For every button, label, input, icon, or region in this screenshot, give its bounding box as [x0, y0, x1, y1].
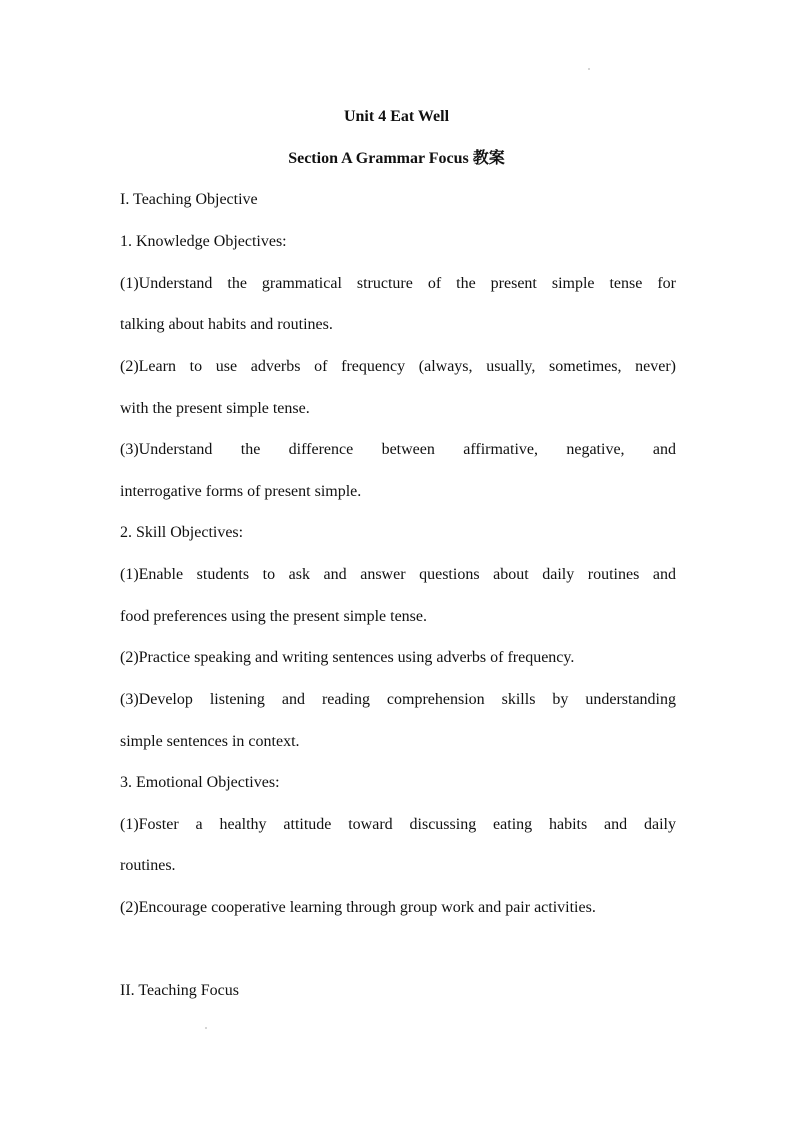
paragraph-line: routines.	[120, 857, 176, 874]
paragraph-line: food preferences using the present simple tense.	[120, 608, 428, 625]
document-title: Unit 4 Eat Well	[343, 108, 450, 125]
paragraph-line: (3)Develop listening and reading comprehension skills by understanding	[120, 691, 676, 708]
paragraph-line: (2)Encourage cooperative learning through group work and pair activities.	[120, 899, 596, 916]
paragraph-line: simple sentences in context.	[120, 733, 300, 750]
paragraph-line: (1)Foster a healthy attitude toward discussing eating habits and daily	[120, 816, 676, 833]
heading-teaching-objective: I. Teaching Objective	[120, 191, 258, 208]
paragraph-line: (2)Practice speaking and writing sentences using adverbs of frequency.	[120, 649, 575, 666]
speck-top	[588, 68, 590, 70]
heading-teaching-focus: II. Teaching Focus	[120, 982, 239, 999]
paragraph-line: (1)Enable students to ask and answer questions about daily routines and	[120, 566, 676, 583]
paragraph-line: interrogative forms of present simple.	[120, 483, 362, 500]
paragraph-line: (2)Learn to use adverbs of frequency (always, usually, sometimes, never)	[120, 358, 676, 375]
paragraph-line: with the present simple tense.	[120, 400, 310, 417]
paragraph-line: talking about habits and routines.	[120, 316, 333, 333]
subheading-emotional-objectives: 3. Emotional Objectives:	[120, 774, 280, 791]
subheading-skill-objectives: 2. Skill Objectives:	[120, 524, 244, 541]
subheading-knowledge-objectives: 1. Knowledge Objectives:	[120, 233, 287, 250]
paragraph-line: (3)Understand the difference between affirmative, negative, and	[120, 441, 676, 458]
document-subtitle: Section A Grammar Focus 教案	[288, 150, 505, 167]
speck-bottom	[205, 1027, 207, 1029]
paragraph-line: (1)Understand the grammatical structure of the present simple tense for	[120, 275, 676, 292]
